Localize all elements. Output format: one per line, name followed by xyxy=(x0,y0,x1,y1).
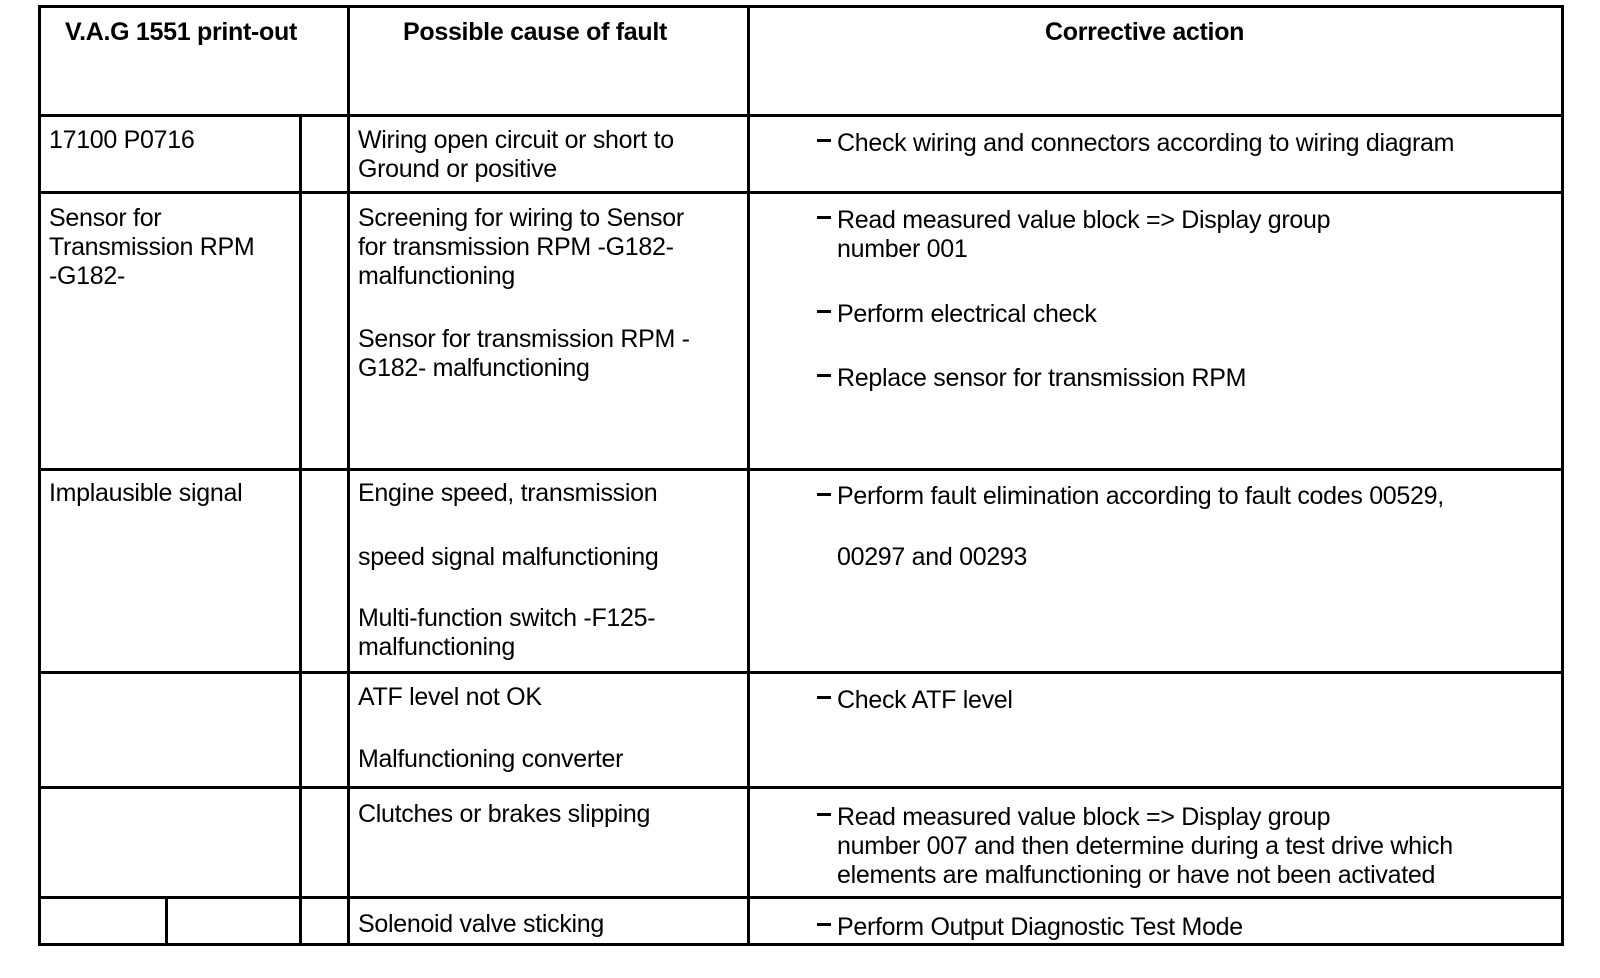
table-rule xyxy=(38,191,1564,194)
table-rule xyxy=(38,896,1564,899)
cause-text: Solenoid valve sticking xyxy=(358,910,605,938)
table-rule xyxy=(38,786,1564,789)
bullet-dash-icon xyxy=(817,813,831,816)
printout-text: 17100 P0716 xyxy=(49,126,195,154)
action-text: Perform electrical check xyxy=(837,300,1097,328)
action-text: 00297 and 00293 xyxy=(837,543,1028,571)
bullet-dash-icon xyxy=(817,696,831,699)
bullet-dash-icon xyxy=(817,216,831,219)
cause-text: for transmission RPM -G182- xyxy=(358,233,674,261)
bullet-dash-icon xyxy=(817,374,831,377)
cause-text: malfunctioning xyxy=(358,633,516,661)
action-text: Perform fault elimination according to fault codes 00529, xyxy=(837,482,1444,510)
table-rule xyxy=(347,5,350,946)
bullet-dash-icon xyxy=(817,923,831,926)
header-cause: Possible cause of fault xyxy=(403,18,668,46)
cause-text: Multi-function switch -F125- xyxy=(358,604,656,632)
cause-text: Engine speed, transmission xyxy=(358,479,658,507)
cause-text: Wiring open circuit or short to xyxy=(358,126,674,154)
action-text: elements are malfunctioning or have not been activated xyxy=(837,861,1436,889)
action-text: Read measured value block => Display group xyxy=(837,206,1331,234)
cause-text: Clutches or brakes slipping xyxy=(358,800,651,828)
action-text: Replace sensor for transmission RPM xyxy=(837,364,1247,392)
table-rule xyxy=(1561,5,1564,946)
printout-text: Implausible signal xyxy=(49,479,243,507)
table-rule xyxy=(38,468,1564,471)
bullet-dash-icon xyxy=(817,493,831,496)
table-rule xyxy=(38,114,1564,117)
table-rule xyxy=(38,5,1564,8)
action-text: Read measured value block => Display group xyxy=(837,803,1331,831)
table-rule xyxy=(38,943,1564,946)
cause-text: malfunctioning xyxy=(358,262,516,290)
printout-text: Sensor for xyxy=(49,204,162,232)
cause-text: speed signal malfunctioning xyxy=(358,543,659,571)
cause-text: Sensor for transmission RPM - xyxy=(358,325,690,353)
cause-text: Malfunctioning converter xyxy=(358,745,624,773)
printout-text: Transmission RPM xyxy=(49,233,255,261)
cause-text: ATF level not OK xyxy=(358,683,542,711)
action-text: Perform Output Diagnostic Test Mode xyxy=(837,913,1243,941)
printout-text: -G182- xyxy=(49,262,126,290)
header-action: Corrective action xyxy=(1045,18,1245,46)
bullet-dash-icon xyxy=(817,310,831,313)
cause-text: Screening for wiring to Sensor xyxy=(358,204,684,232)
cause-text: Ground or positive xyxy=(358,155,557,183)
bullet-dash-icon xyxy=(817,139,831,142)
action-text: Check wiring and connectors according to wiring diagram xyxy=(837,129,1455,157)
table-rule xyxy=(38,5,41,946)
header-printout: V.A.G 1551 print-out xyxy=(65,18,298,46)
action-text: number 007 and then determine during a test drive which xyxy=(837,832,1453,860)
table-rule xyxy=(747,5,750,946)
action-text: Check ATF level xyxy=(837,686,1013,714)
table-rule xyxy=(38,671,1564,674)
action-text: number 001 xyxy=(837,235,968,263)
table-rule xyxy=(165,896,168,946)
cause-text: G182- malfunctioning xyxy=(358,354,590,382)
table-rule xyxy=(299,114,302,946)
